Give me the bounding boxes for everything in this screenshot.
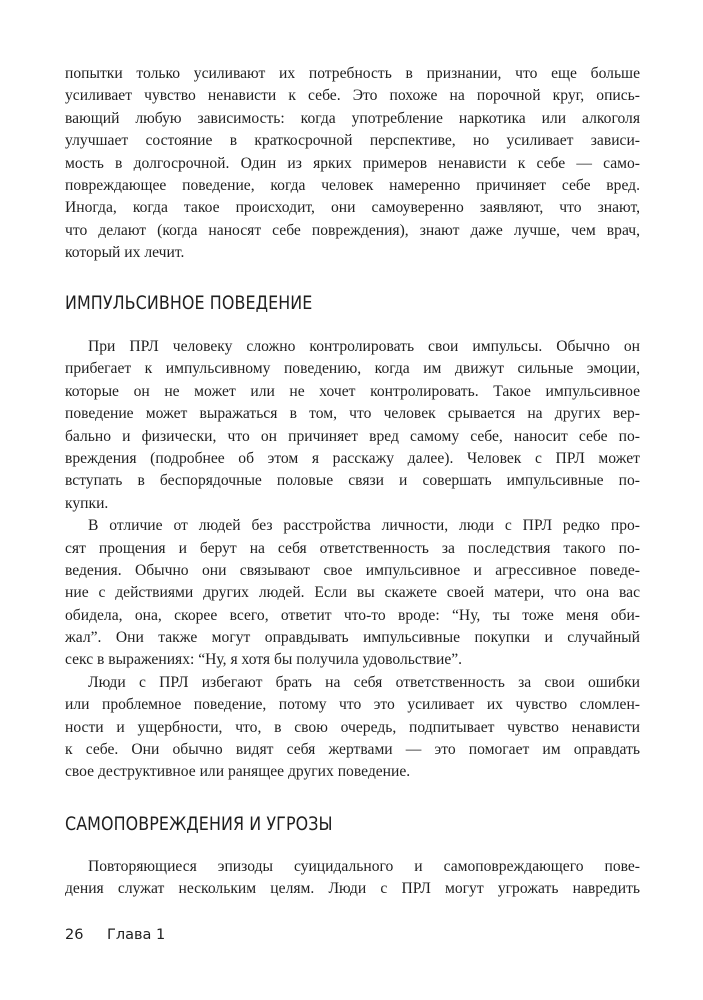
text-line: мость в долгосрочной. Один из ярких примеров ненависти к себе — само- (65, 154, 640, 172)
page-footer (65, 927, 165, 943)
page-number: 26 (65, 927, 84, 943)
text-line: улучшает состояние в краткосрочной перспективе, но усиливает зависи- (65, 132, 640, 150)
text-line: жал”. Они также могут оправдывать импульсивные покупки и случайный (65, 629, 640, 647)
chapter-label: Глава 1 (107, 927, 166, 943)
text-line: В отличие от людей без расстройства личности, люди с ПРЛ редко про- (88, 517, 640, 535)
text-line: дения служат нескольким целям. Люди с ПРЛ могут угрожать навредить (65, 880, 640, 898)
text-line: к себе. Они обычно видят себя жертвами — это помогает им оправдать (65, 741, 640, 759)
paragraph-block-2 (65, 336, 640, 784)
section-heading-self-harm: САМОПОВРЕЖДЕНИЯ И УГРОЗЫ (65, 814, 333, 835)
text-line: усиливает чувство ненависти к себе. Это похоже на порочной круг, опись- (65, 87, 640, 105)
text-line: ние с действиями других людей. Если вы скажете своей матери, что она вас (65, 584, 640, 602)
text-line: Повторяющиеся эпизоды суицидального и самоповреждающего пове- (88, 858, 640, 875)
text-line: секс в выражениях: “Ну, я хотя бы получила удовольствие”. (65, 651, 463, 669)
text-line: или проблемное поведение, потому что это усиливает их чувство сломлен- (65, 696, 640, 714)
paragraph-block-1 (65, 63, 640, 265)
text-line: ности и ущербности, что, в свою очередь, подпитывает чувство ненависти (65, 718, 640, 736)
text-line: вступать в беспорядочные половые связи и совершать импульсивные по- (65, 472, 640, 490)
text-line: вреждения (подробнее об этом я расскажу далее). Человек с ПРЛ может (65, 449, 640, 467)
text-line: которые он не может или не хочет контролировать. Такое импульсивное (65, 382, 640, 400)
text-line: сят прощения и берут на себя ответственность за последствия такого по- (65, 539, 640, 557)
text-line: что делают (когда наносят себе повреждения), знают даже лучше, чем врач, (65, 221, 640, 239)
text-line: попытки только усиливают их потребность в признании, что еще больше (65, 65, 640, 82)
text-line: При ПРЛ человеку сложно контролировать свои импульсы. Обычно он (88, 338, 640, 355)
paragraph-block-3 (65, 856, 640, 901)
text-line: обидела, она, скорее всего, ответит что-то вроде: “Ну, ты тоже меня оби- (65, 606, 640, 624)
text-line: который их лечит. (65, 244, 185, 262)
text-line: повреждающее поведение, когда человек намеренно причиняет себе вред. (65, 176, 640, 194)
text-line: купки. (65, 494, 109, 512)
text-line: свое деструктивное или ранящее других поведение. (65, 763, 411, 781)
text-line: ведения. Обычно они связывают свое импульсивное и агрессивное поведе- (65, 561, 640, 579)
section-heading-impulsive: ИМПУЛЬСИВНОЕ ПОВЕДЕНИЕ (65, 293, 313, 314)
text-line: вающий любую зависимость: когда употребление наркотика или алкоголя (65, 109, 640, 127)
text-line: бально и физически, что он причиняет вред самому себе, наносит себе по- (65, 427, 640, 445)
text-line: поведение может выражаться в том, что человек срывается на других вер- (65, 405, 640, 423)
text-line: прибегает к импульсивному поведению, когда им движут сильные эмоции, (65, 360, 640, 378)
text-line: Люди с ПРЛ избегают брать на себя ответственность за свои ошибки (88, 673, 640, 691)
text-line: Иногда, когда такое происходит, они самоуверенно заявляют, что знают, (65, 199, 640, 217)
